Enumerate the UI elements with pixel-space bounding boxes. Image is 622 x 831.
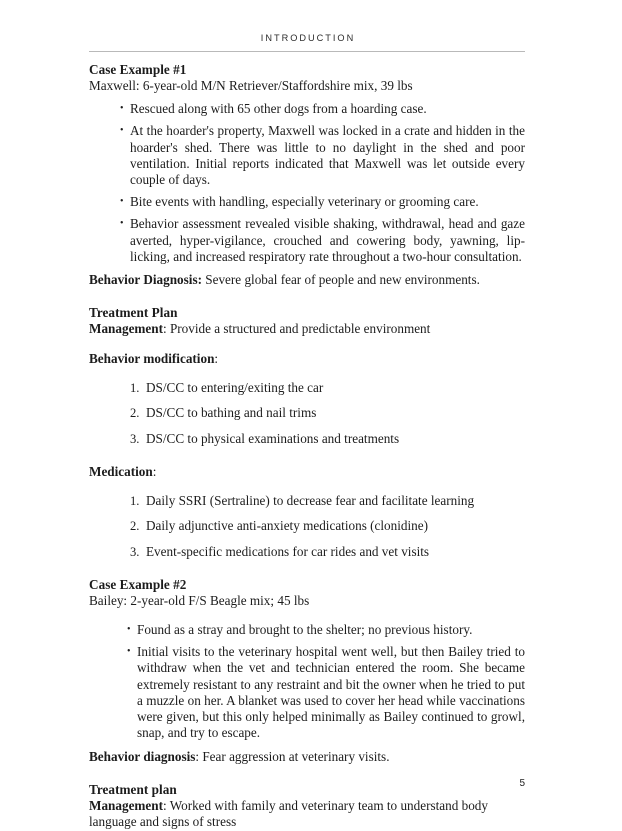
page-body bbox=[89, 62, 525, 831]
case2-diagnosis-label: Behavior diagnosis bbox=[89, 748, 196, 764]
case2-treatment-heading: Treatment plan bbox=[89, 781, 177, 797]
case1-behavior-diagnosis bbox=[89, 272, 525, 288]
case1-medication-text: : bbox=[152, 463, 157, 479]
case2-behavior-diagnosis bbox=[89, 749, 525, 765]
case1-medication-list bbox=[89, 493, 525, 560]
list-text: Daily SSRI (Sertraline) to decrease fear and facilitate learning bbox=[146, 493, 475, 509]
list-text: DS/CC to bathing and nail trims bbox=[146, 405, 317, 421]
list-number: 2. bbox=[130, 519, 140, 534]
spacer bbox=[89, 742, 525, 749]
case2-management-text: : Worked with family and veterinary team to understand body language and signs of stress bbox=[89, 797, 488, 830]
spacer bbox=[89, 367, 525, 380]
list-text: Event-specific medications for car rides and vet visits bbox=[146, 543, 430, 559]
list-item bbox=[130, 430, 525, 447]
spacer bbox=[89, 265, 525, 272]
list-text: Daily adjunctive anti-anxiety medications (clonidine) bbox=[146, 518, 428, 534]
case2-bullet-list bbox=[89, 622, 525, 741]
case1-heading: Case Example #1 bbox=[89, 62, 187, 77]
list-item bbox=[130, 518, 525, 534]
spacer bbox=[89, 447, 525, 464]
case2-signalment: Bailey: 2-year-old F/S Beagle mix; 45 lbs bbox=[89, 592, 310, 608]
page-number: 5 bbox=[519, 778, 525, 789]
spacer bbox=[89, 338, 525, 351]
case1-behmod-list bbox=[89, 380, 525, 447]
list-item: • At the hoarder's property, Maxwell was locked in a crate and hidden in the hoarder's shed. There was little to no daylight in the shed and poor ventilation. Initial reports indicated that Maxwell was let outside every couple of days. bbox=[130, 123, 525, 188]
list-item bbox=[130, 380, 525, 396]
list-item bbox=[130, 405, 525, 421]
case1-behmod-line bbox=[89, 351, 525, 367]
list-item: • Rescued along with 65 other dogs from a hoarding case. bbox=[130, 101, 525, 117]
list-number: 3. bbox=[130, 431, 140, 446]
spacer bbox=[89, 288, 525, 305]
list-number: 3. bbox=[130, 544, 140, 559]
list-number: 1. bbox=[130, 494, 140, 509]
case1-medication-line bbox=[89, 464, 525, 480]
case1-diagnosis-text: Severe global fear of people and new environments. bbox=[201, 272, 480, 288]
case1-management-line bbox=[89, 321, 525, 337]
running-head: INTRODUCTION bbox=[260, 33, 356, 43]
header-rule bbox=[89, 51, 525, 52]
case1-management-label: Management bbox=[89, 321, 163, 337]
case1-behmod-text: : bbox=[214, 350, 219, 366]
list-text: DS/CC to physical examinations and treatments bbox=[146, 430, 400, 446]
case1-diagnosis-label: Behavior Diagnosis: bbox=[89, 272, 202, 288]
list-number: 1. bbox=[130, 381, 140, 396]
case1-bullet-list bbox=[89, 101, 525, 265]
case1-behmod-label: Behavior modification bbox=[89, 350, 215, 366]
list-item bbox=[130, 493, 525, 509]
list-item bbox=[130, 543, 525, 560]
spacer bbox=[89, 609, 525, 622]
spacer bbox=[89, 94, 525, 101]
list-text: DS/CC to entering/exiting the car bbox=[146, 380, 324, 396]
spacer bbox=[89, 480, 525, 493]
case1-signalment: Maxwell: 6-year-old M/N Retriever/Staffordshire mix, 39 lbs bbox=[89, 78, 413, 93]
list-item: • Initial visits to the veterinary hospital went well, but then Bailey tried to withdraw when the vet and technician entered the room. She became extremely resistant to any restraint and bit the owner when he tried to put a muzzle on her. A blanket was used to cover her head while vaccinations were given, but this only helped minimally as Bailey continued to growl, snap, and try to escape. bbox=[137, 644, 525, 741]
case2-diagnosis-text: : Fear aggression at veterinary visits. bbox=[195, 748, 390, 764]
spacer bbox=[89, 560, 525, 577]
list-item: • Bite events with handling, especially veterinary or grooming care. bbox=[130, 194, 525, 210]
case2-management-label: Management bbox=[89, 797, 163, 813]
list-item: • Found as a stray and brought to the shelter; no previous history. bbox=[137, 622, 525, 638]
case2-heading: Case Example #2 bbox=[89, 576, 187, 592]
list-item: • Behavior assessment revealed visible shaking, withdrawal, head and gaze averted, hyper-vigilance, crouched and cowering body, yawning, lip-licking, and increased respiratory rate throughout a two-hour consultation. bbox=[130, 216, 525, 265]
case2-management-line bbox=[89, 798, 525, 831]
case1-management-text: : Provide a structured and predictable environment bbox=[162, 321, 431, 337]
case1-medication-label: Medication bbox=[89, 463, 153, 479]
list-number: 2. bbox=[130, 406, 140, 421]
case1-treatment-heading: Treatment Plan bbox=[89, 305, 178, 321]
